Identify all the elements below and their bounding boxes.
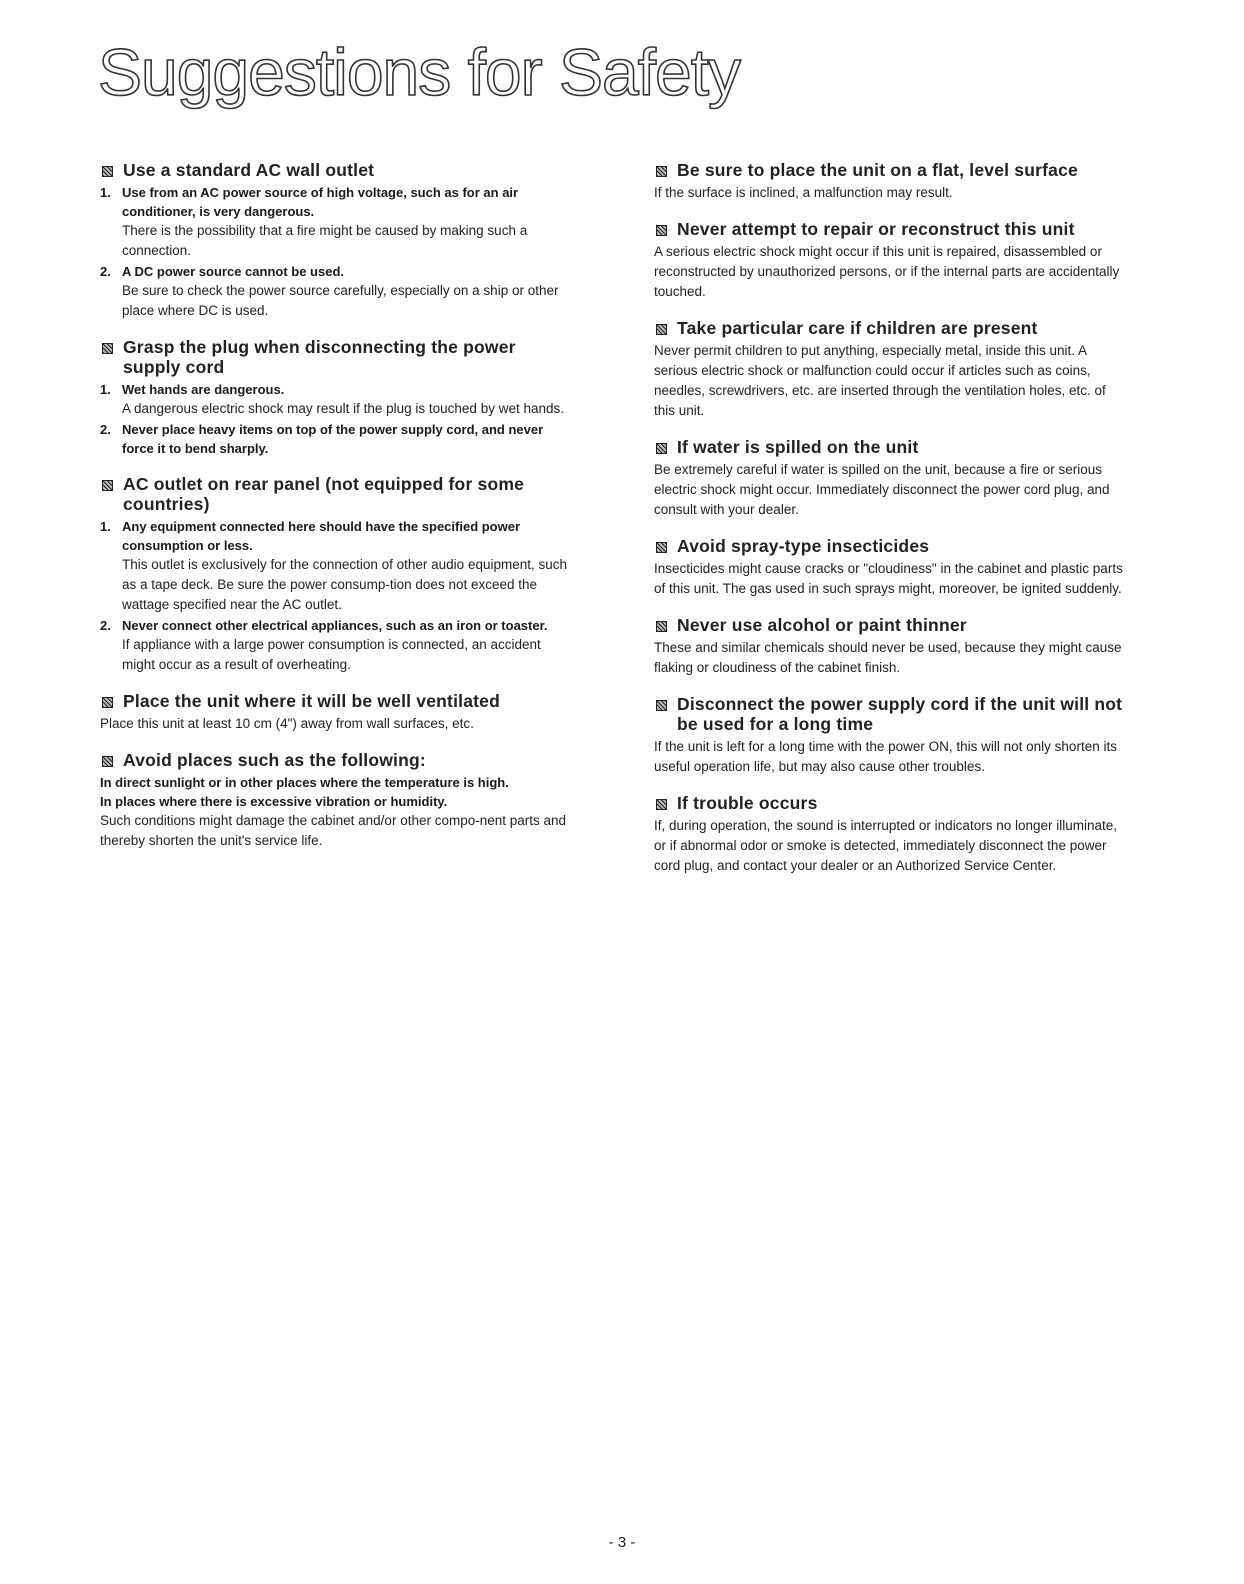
- square-bullet-icon: [656, 700, 667, 711]
- item-number: 1.: [100, 382, 111, 397]
- item-number: 2.: [100, 264, 111, 279]
- heading-text: Never use alcohol or paint thinner: [677, 615, 967, 635]
- heading-text: Grasp the plug when disconnecting the power supply cord: [123, 337, 516, 377]
- square-bullet-icon: [656, 225, 667, 236]
- section-insecticides: [654, 536, 1129, 599]
- section-heading: [654, 536, 1129, 556]
- section-alcohol-thinner: [654, 615, 1129, 678]
- item-title: Never connect other electrical appliances, such as an iron or toaster.: [122, 618, 548, 633]
- heading-text: Disconnect the power supply cord if the unit will not be used for a long time: [677, 694, 1123, 734]
- square-bullet-icon: [656, 324, 667, 335]
- list-item: [100, 380, 570, 419]
- section-body: These and similar chemicals should never be used, because they might cause flaking or cloudiness of the cabinet finish.: [654, 640, 1122, 675]
- section-water-spilled: [654, 437, 1129, 520]
- section-body: Place this unit at least 10 cm (4") away from wall surfaces, etc.: [100, 716, 474, 731]
- section-ac-outlet-rear-panel: [100, 474, 570, 675]
- heading-text: If water is spilled on the unit: [677, 437, 919, 457]
- square-bullet-icon: [102, 166, 113, 177]
- list-item: [100, 616, 570, 675]
- item-text: If appliance with a large power consumption is connected, an accident might occur as a result of overheating.: [122, 637, 541, 672]
- section-heading: [654, 437, 1129, 457]
- section-trouble-occurs: [654, 793, 1129, 876]
- heading-text: Use a standard AC wall outlet: [123, 160, 375, 180]
- section-never-repair: [654, 219, 1129, 302]
- numbered-list: [100, 183, 570, 321]
- section-flat-surface: [654, 160, 1129, 203]
- item-number: 2.: [100, 618, 111, 633]
- heading-text: Place the unit where it will be well ventilated: [123, 691, 500, 711]
- bold-condition: In direct sunlight or in other places where the temperature is high.: [100, 775, 509, 790]
- section-body: If the surface is inclined, a malfunction may result.: [654, 185, 953, 200]
- square-bullet-icon: [656, 166, 667, 177]
- right-column: [654, 160, 1129, 892]
- section-heading: [100, 160, 570, 180]
- item-number: 1.: [100, 519, 111, 534]
- section-grasp-plug: [100, 337, 570, 458]
- item-title: Never place heavy items on top of the power supply cord, and never force it to bend sharply.: [122, 422, 544, 456]
- square-bullet-icon: [656, 799, 667, 810]
- section-body: Never permit children to put anything, especially metal, inside this unit. A serious electric shock or malfunction could occur if articles such as coins, needles, screwdrivers, etc. are inserted through the ventilation holes, etc. of this unit.: [654, 343, 1106, 418]
- heading-text: AC outlet on rear panel (not equipped for some countries): [123, 474, 525, 514]
- square-bullet-icon: [102, 756, 113, 767]
- section-body: Be extremely careful if water is spilled on the unit, because a fire or serious electric shock might occur. Immediately disconnect the power cord plug, and consult with your dealer.: [654, 462, 1110, 517]
- section-avoid-places: [100, 750, 570, 851]
- section-body: If, during operation, the sound is interrupted or indicators no longer illuminate, or if abnormal odor or smoke is detected, immediately disconnect the power cord plug, and contact your dealer or an Authorized Service Center.: [654, 818, 1118, 873]
- numbered-list: [100, 517, 570, 675]
- section-heading: [100, 691, 570, 711]
- section-heading: [100, 474, 570, 514]
- item-number: 2.: [100, 422, 111, 437]
- section-body: Insecticides might cause cracks or "cloudiness" in the cabinet and plastic parts of this unit. The gas used in such sprays might, moreover, be ignited suddenly.: [654, 561, 1123, 596]
- item-text: This outlet is exclusively for the connection of other audio equipment, such as a tape deck. Be sure the power consump-tion does not exceed the wattage specified near the AC outlet.: [122, 557, 567, 612]
- heading-text: If trouble occurs: [677, 793, 818, 813]
- square-bullet-icon: [102, 343, 113, 354]
- heading-text: Take particular care if children are present: [677, 318, 1038, 338]
- item-title: Wet hands are dangerous.: [122, 382, 285, 397]
- section-heading: [654, 219, 1129, 239]
- item-text: There is the possibility that a fire might be caused by making such a connection.: [122, 223, 528, 258]
- section-ventilation: [100, 691, 570, 734]
- section-heading: [654, 615, 1129, 635]
- item-text: Be sure to check the power source carefully, especially on a ship or other place where DC is used.: [122, 283, 559, 318]
- section-body: If the unit is left for a long time with the power ON, this will not only shorten its useful operation life, but may also cause other troubles.: [654, 739, 1117, 774]
- section-body: A serious electric shock might occur if this unit is repaired, disassembled or reconstructed by unauthorized persons, or if the internal parts are accidentally touched.: [654, 244, 1120, 299]
- item-title: Use from an AC power source of high voltage, such as for an air conditioner, is very dangerous.: [122, 185, 519, 219]
- square-bullet-icon: [656, 542, 667, 553]
- section-standard-ac-outlet: [100, 160, 570, 321]
- list-item: [100, 517, 570, 615]
- bold-condition: In places where there is excessive vibration or humidity.: [100, 794, 448, 809]
- item-title: Any equipment connected here should have the specified power consumption or less.: [122, 519, 521, 553]
- heading-text: Avoid places such as the following:: [123, 750, 426, 770]
- section-heading: [100, 750, 570, 770]
- left-column: [100, 160, 570, 867]
- section-body: Such conditions might damage the cabinet and/or other compo-nent parts and thereby shorten the unit's service life.: [100, 813, 567, 848]
- heading-text: Avoid spray-type insecticides: [677, 536, 930, 556]
- section-heading: [654, 793, 1129, 813]
- square-bullet-icon: [656, 443, 667, 454]
- section-disconnect-long-time: [654, 694, 1129, 777]
- section-heading: [654, 318, 1129, 338]
- list-item: [100, 183, 570, 261]
- section-heading: [654, 694, 1129, 734]
- page-title: Suggestions for Safety: [98, 35, 741, 109]
- square-bullet-icon: [102, 480, 113, 491]
- section-heading: [100, 337, 570, 377]
- heading-text: Never attempt to repair or reconstruct this unit: [677, 219, 1075, 239]
- heading-text: Be sure to place the unit on a flat, level surface: [677, 160, 1078, 180]
- section-children: [654, 318, 1129, 421]
- list-item: [100, 262, 570, 321]
- numbered-list: [100, 380, 570, 458]
- item-title: A DC power source cannot be used.: [122, 264, 345, 279]
- page-number: - 3 -: [608, 1534, 636, 1551]
- square-bullet-icon: [102, 697, 113, 708]
- list-item: [100, 420, 570, 458]
- square-bullet-icon: [656, 621, 667, 632]
- section-heading: [654, 160, 1129, 180]
- item-number: 1.: [100, 185, 111, 200]
- item-text: A dangerous electric shock may result if the plug is touched by wet hands.: [122, 401, 564, 416]
